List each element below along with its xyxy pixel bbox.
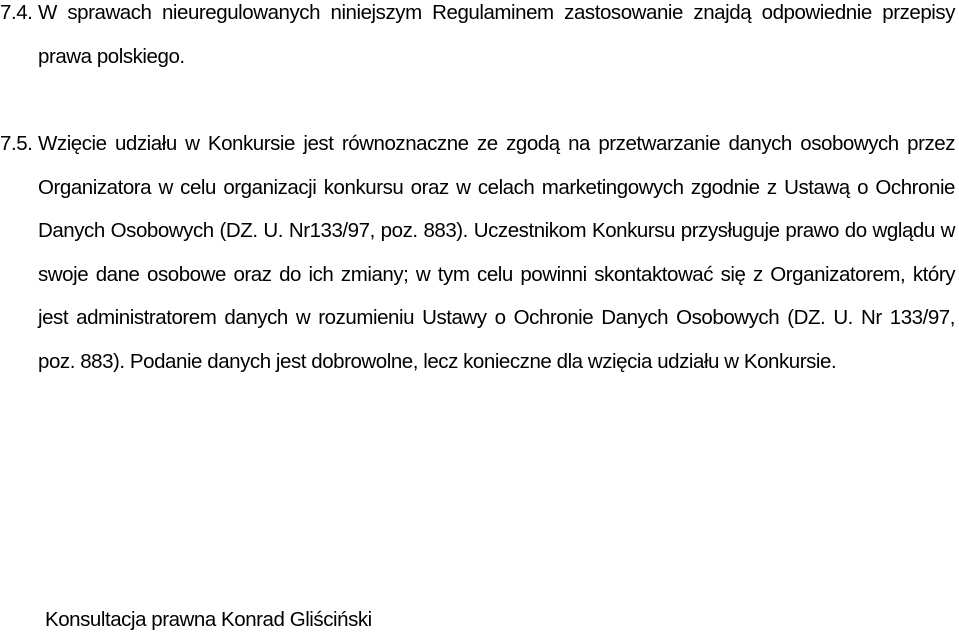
paragraph-7-5	[0, 122, 955, 383]
paragraph-number: 7.5.	[0, 132, 33, 155]
paragraph-7-4	[0, 0, 955, 78]
footer-consultation-note: Konsultacja prawna Konrad Gliściński	[45, 608, 372, 631]
paragraph-text: Wzięcie udziału w Konkursie jest równoznaczne ze zgodą na przetwarzanie danych osobowych przez Organizatora w celu organizacji konkursu oraz w celach marketingowych zgodnie z Ustawą o Ochronie Danych Osobowych (DZ. U. Nr133/97, poz. 883). Uczestnikom Konkursu przysługuje prawo do wglądu w swoje dane osobowe oraz do ich zmiany; w tym celu powinni skontaktować się z Organizatorem, który jest administratorem danych w rozumieniu Ustawy o Ochronie Danych Osobowych (DZ. U. Nr 133/97, poz. 883). Podanie danych jest dobrowolne, lecz konieczne dla wzięcia udziału w Konkursie.	[38, 132, 955, 373]
paragraph-text: W sprawach nieuregulowanych niniejszym Regulaminem zastosowanie znajdą odpowiednie przepisy prawa polskiego.	[38, 1, 955, 68]
paragraph-number: 7.4.	[0, 1, 33, 24]
